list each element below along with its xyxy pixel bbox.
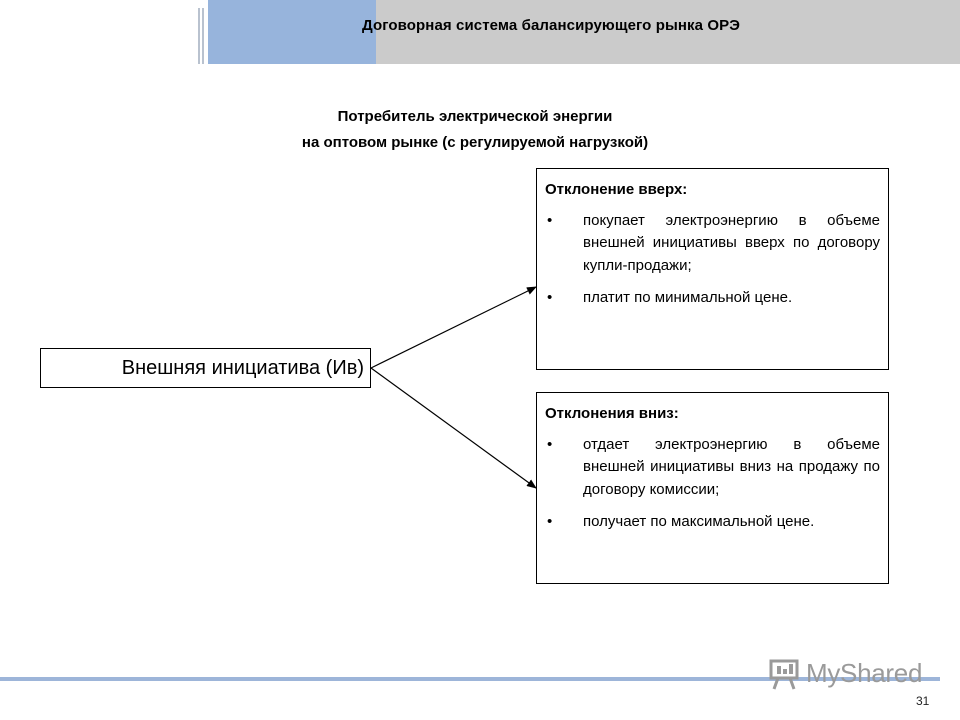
presentation-board-icon [768, 658, 802, 690]
list-item-text: отдает электроэнергию в объеме внешней инициативы вниз на продажу по договору комиссии; [583, 435, 880, 498]
deviation-up-title: Отклонение вверх: [545, 181, 688, 198]
logo-text: MyShared [806, 658, 923, 688]
bullet: • [547, 513, 553, 530]
deviation-up-box [536, 168, 889, 370]
list-item [545, 210, 880, 278]
subtitle-line-2: на оптовом рынке (с регулируемой нагрузкой) [301, 134, 649, 151]
bullet: • [547, 435, 553, 453]
list-item-text: покупает электроэнергию в объеме внешней инициативы вверх по договору купли-продажи; [583, 211, 880, 274]
arrow-up [371, 287, 536, 368]
external-initiative-label: Внешняя инициатива (Ив) [121, 357, 364, 379]
list-item [545, 434, 880, 502]
arrow-down [371, 368, 536, 488]
bullet: • [547, 289, 553, 306]
list-item [545, 511, 880, 534]
external-initiative-box [40, 348, 371, 388]
page-number: 31 [916, 694, 930, 708]
list-item-text: платит по минимальной цене. [583, 289, 793, 306]
deviation-down-box [536, 392, 889, 584]
list-item-text: получает по максимальной цене. [583, 513, 815, 530]
slide-title: Договорная система балансирующего рынка ОРЭ [362, 17, 741, 34]
watermark-logo [768, 656, 928, 690]
subtitle-line-1: Потребитель электрической энергии [337, 108, 613, 125]
deviation-down-title: Отклонения вниз: [545, 405, 679, 422]
bullet: • [547, 211, 553, 229]
list-item [545, 287, 880, 310]
